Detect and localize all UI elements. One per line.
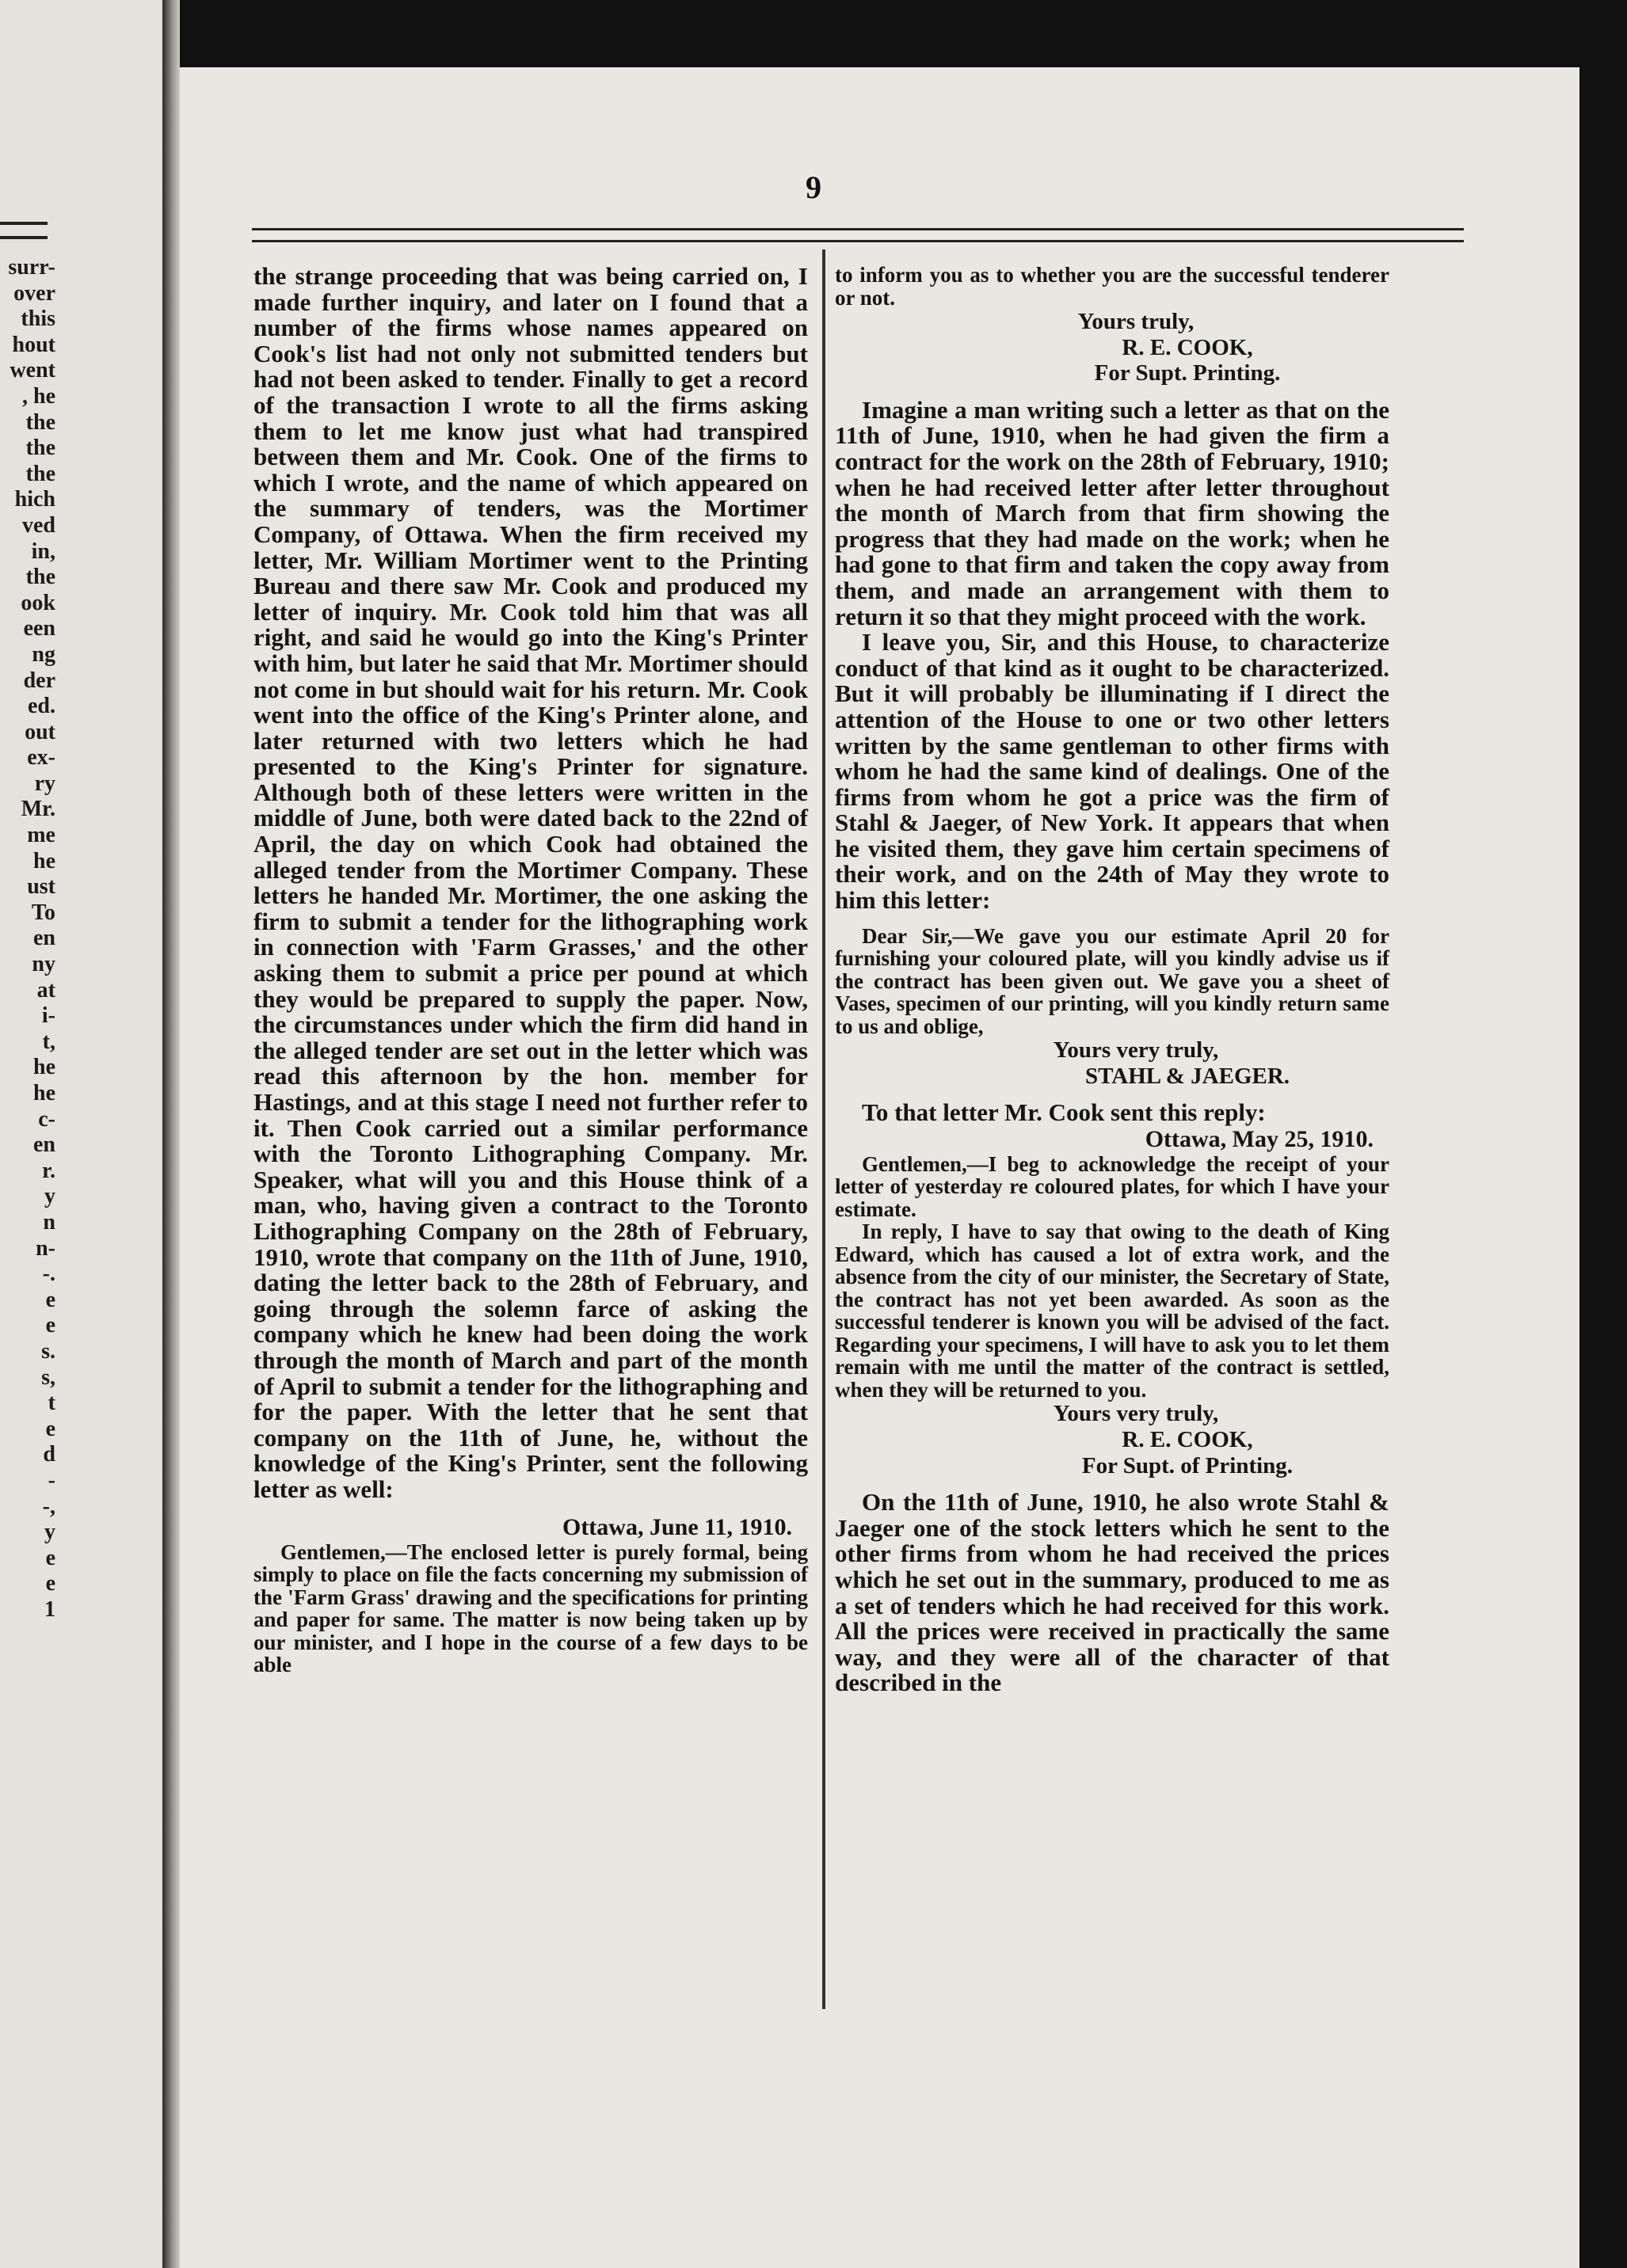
previous-page-fragment: r. (42, 1158, 55, 1183)
letter-body: Gentlemen,—I beg to acknowledge the receipt of your letter of yesterday re coloured plates, for which I have your estimate. (835, 1151, 1389, 1221)
letter-body: Dear Sir,—We gave you our estimate April 20 for furnishing your coloured plate, will you kindly advise us if the contract has been given out. We gave you a sheet of Vases, specimen of our printing, will you kindly return same to us and oblige, (835, 923, 1389, 1038)
letter-body: Gentlemen,—The enclosed letter is purely formal, being simply to place on file the facts concerning my submission of the 'Farm Grass' drawing and the specifications for printing and paper for same. The matter is now being taken up by our minister, and I hope in the course of a few days to be able (253, 1539, 808, 1676)
letter-closing: Yours very truly, (1053, 1401, 1219, 1427)
previous-page-fragment: s. (41, 1338, 55, 1364)
previous-page-fragment: me (27, 823, 55, 848)
previous-page-fragment: e (45, 1313, 55, 1338)
previous-page-fragment: i- (41, 1003, 55, 1029)
header-double-rule (252, 228, 1464, 242)
previous-page-fragment: t, (42, 1029, 55, 1054)
previous-page-fragment: this (21, 306, 55, 332)
previous-page-fragment: n (43, 1209, 55, 1235)
previous-page-fragment: y (44, 1184, 55, 1209)
letter-signature: R. E. COOK, (1122, 1427, 1253, 1453)
previous-page-fragment: c- (38, 1106, 55, 1132)
paragraph: I leave you, Sir, and this House, to characterize conduct of that kind as it ought to be characterized. But it will probably be illuminating if I direct the attention of the House to one or two other letters written by the same gentleman to other firms with whom he had the same kind of dealings. One of the firms from whom he got a price was the firm of Stahl & Jaeger, of New York. It appears that when he visited them, they gave him certain specimens of their work, and on the 24th of May they wrote to him this letter: (835, 628, 1389, 915)
previous-page-fragment: ex- (27, 745, 55, 771)
previous-page-fragment: ny (32, 952, 55, 977)
previous-page-fragment: ry (34, 771, 55, 796)
previous-page-fragment: e (45, 1571, 55, 1596)
letter-body: In reply, I have to say that owing to the death of King Edward, which has caused a lot of extra work, and the absence from the city of our minister, the Secretary of State, the contract has not yet been awarded. As soon as the successful tenderer is known you will be advised of the fact. Regarding your specimens, I will have to ask you to let them remain with me until the matter of the contract is settled, when they will be returned to you. (835, 1220, 1389, 1402)
column-divider (822, 249, 825, 2009)
previous-page-fragment: the (25, 565, 55, 590)
letter-closing: Yours very truly, (1053, 1037, 1219, 1064)
previous-page-fragment: y (44, 1520, 55, 1545)
previous-page-fragment: der (23, 668, 55, 693)
previous-page-fragment: hich (14, 487, 55, 512)
previous-page-fragment: To (31, 900, 55, 925)
previous-page-fragment: , he (22, 383, 55, 409)
previous-page-fragment: went (10, 358, 55, 383)
previous-page-fragment: out (25, 719, 55, 744)
previous-page-fragment: en (33, 1132, 55, 1158)
previous-page-fragment: in, (31, 538, 55, 564)
paragraph: the strange proceeding that was being carried on, I made further inquiry, and later on I found that a number of the firms whose names appeared on Cook's list had not only not submitted tenders but had not been asked to tender. Finally to get a record of the transaction I wrote to all the firms asking them to let me know just what had transpired between them and Mr. Cook. One of the firms to which I wrote, and the name of which appeared on the summary of tenders, was the Mortimer Company, of Ottawa. When the firm received my letter, Mr. William Mortimer went to the Printing Bureau and there saw Mr. Cook and produced my letter of inquiry. Mr. Cook told him that was all right, and said he would go into the King's Printer with him, but later he said that Mr. Mortimer should not come in but should wait for his return. Mr. Cook went into the office of the King's Printer alone, and later returned with two letters which he had presented to the King's Printer for signature. Although both of these letters were written in the middle of June, both were dated back to the 22nd of April, the day on which Cook had obtained the alleged tender from the Mortimer Company. These letters he handed Mr. Mortimer, the one asking the firm to submit a tender for the lithographing work in connection with 'Farm Grasses,' and the other asking them to submit a price per pound at which they would be prepared to supply the paper. Now, the circumstances under which the firm did hand in the alleged tender are set out in the letter which was read this afternoon by the hon. member for Hastings, and at this stage I need not further refer to it. Then Cook carried out a similar performance with the Toronto Lithographing Company. Mr. Speaker, what will you and this House think of a man, who, having given a contract to the Toronto Lithographing Company on the 28th of February, 1910, wrote that company on the 11th of June, 1910, dating the letter back to the 28th of February, and going through the solemn farce of asking the company which he knew had been doing the work through the month of March and part of the month of April to submit a tender for the lithographing and for the paper. With the letter that he sent that company on the 11th of June, he, without the knowledge of the King's Printer, sent the following letter as well: (253, 262, 808, 1503)
previous-page-fragment: ng (32, 641, 55, 667)
previous-page-fragment: 1 (44, 1596, 55, 1622)
previous-page-fragment: een (23, 616, 55, 641)
previous-page-fragment: he (33, 1081, 55, 1105)
previous-page-fragment: ook (21, 590, 55, 615)
previous-page-fragment: ed. (28, 694, 55, 719)
previous-page-fragment: he (33, 848, 55, 873)
previous-page-fragment: en (33, 926, 55, 951)
page-number: 9 (806, 169, 821, 205)
previous-page-fragment: Mr. (21, 797, 55, 822)
paragraph: To that letter Mr. Cook sent this reply: (862, 1098, 1266, 1127)
previous-page-fragment: hout (12, 332, 55, 357)
letter-signature: R. E. COOK, (1122, 334, 1253, 360)
letter-closing: Yours truly, (1077, 309, 1195, 334)
previous-page-fragment: the (25, 461, 55, 486)
previous-page-fragment: the (25, 409, 55, 435)
previous-page-fragment: ved (22, 512, 55, 538)
previous-page-fragment: e (45, 1287, 55, 1312)
previous-page-fragment: e (45, 1545, 55, 1570)
previous-page-fragment: he (33, 1055, 55, 1080)
previous-page-fragment: -, (42, 1494, 55, 1519)
letter-body-continued: to inform you as to whether you are the successful tenderer or not. (835, 263, 1389, 310)
letter-dateline: Ottawa, May 25, 1910. (1145, 1125, 1374, 1152)
previous-page-fragment: surr- (8, 255, 55, 280)
previous-page-fragment: -. (42, 1261, 55, 1287)
previous-page-fragment: e (45, 1416, 55, 1441)
left-column (253, 264, 808, 1676)
previous-page-fragment: over (13, 280, 55, 306)
document-page (180, 67, 1579, 2268)
letter-signature: STAHL & JAEGER. (1084, 1063, 1290, 1089)
letter-signature-title: For Supt. Printing. (1094, 360, 1281, 386)
previous-page-fragment: t (48, 1391, 55, 1416)
previous-page-fragment: the (25, 436, 55, 461)
letter-dateline: Ottawa, June 11, 1910. (562, 1513, 792, 1540)
book-gutter (162, 0, 180, 2268)
letter-signature-title: For Supt. of Printing. (1081, 1452, 1294, 1478)
previous-page-edge (0, 0, 162, 2268)
previous-page-text-fragments (0, 255, 55, 1623)
right-column (835, 264, 1389, 1696)
previous-page-fragment: n- (36, 1235, 55, 1261)
previous-page-header-rule (0, 222, 48, 239)
previous-page-fragment: at (36, 977, 55, 1003)
previous-page-fragment: s, (41, 1364, 55, 1390)
previous-page-fragment: ust (27, 874, 55, 900)
paragraph: Imagine a man writing such a letter as that on the 11th of June, 1910, when he had given the firm a contract for the work on the 28th of February, 1910; when he had received letter after letter throughout the month of March from that firm showing the progress that they had made on the work; when he had gone to that firm and taken the copy away from them, and made an arrangement with them to return it so that they might proceed with the work. (835, 395, 1389, 630)
previous-page-fragment: d (43, 1442, 55, 1467)
paragraph: On the 11th of June, 1910, he also wrote Stahl & Jaeger one of the stock letters which he sent to the other firms from whom he had received the prices which he set out in the summary, produced to me as a set of tenders which he had received for this work. All the prices were received in practically the same way, and they were all of the character of that described in the (835, 1488, 1389, 1697)
previous-page-fragment: - (48, 1467, 55, 1493)
